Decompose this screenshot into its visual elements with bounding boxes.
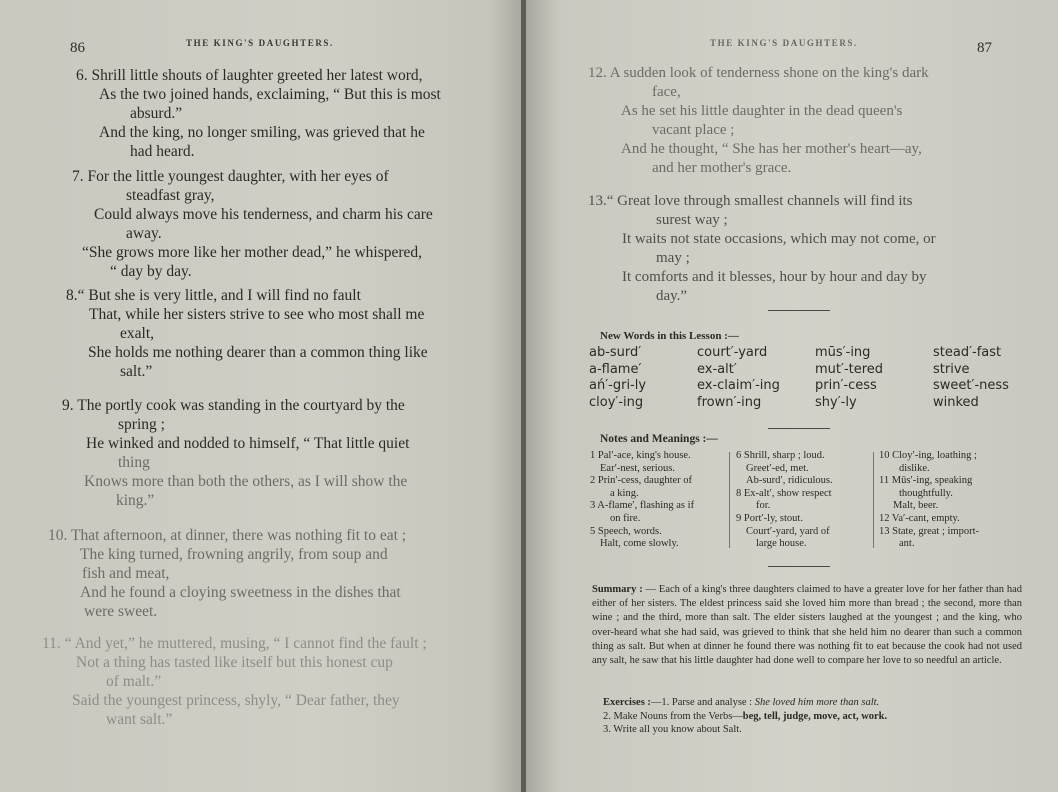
verse-line: She holds me nothing dearer than a common thing like — [88, 344, 428, 361]
verse-line: And he found a cloying sweetness in the dishes that — [80, 584, 401, 601]
exercise-2 — [603, 710, 887, 724]
new-word: ex-claim′-ing — [697, 378, 780, 393]
note-entry: 8 Ex-alt′, show respect — [736, 487, 832, 499]
verse-line: want salt.” — [106, 711, 173, 728]
stanza-number: 11. — [42, 635, 61, 652]
verse-line: As the two joined hands, exclaiming, “ But this is most — [99, 86, 441, 103]
notes-column-2 — [736, 450, 833, 551]
verse-line: As he set his little daughter in the dead queen's — [621, 103, 903, 119]
verse-line: vacant place ; — [652, 122, 735, 138]
new-word: mūs′-ing — [815, 345, 871, 360]
verse-line: And the king, no longer smiling, was grieved that he — [99, 124, 425, 141]
verse-line: The portly cook was standing in the courtyard by the — [77, 397, 405, 414]
note-entry: 13 State, great ; import- — [879, 525, 980, 537]
note-entry: 5 Speech, words. — [590, 525, 662, 537]
verse-line: king.” — [116, 492, 155, 509]
verse-line: day.” — [656, 288, 688, 304]
verse-line: had heard. — [130, 143, 195, 160]
note-entry: Malt, beer. — [893, 500, 939, 512]
summary-text: — Each of a king's three daughters claimed to have a greater love for her father than had either of her sisters. The eldest princess said she loved him more than bread ; the second, more than wine ; and the third, more than salt. The elder sisters laughed at the youngest ; and the king, who over-heard what she had said, was grieved to think that she held him no dearer than such a common thing as salt. But when at dinner he found there was nothing fit to eat because the cook had not used any salt, he saw that his little daughter had done well to compare her love to so needful an article. — [592, 584, 1022, 667]
verse-line: were sweet. — [84, 603, 158, 620]
verse-line: Could always move his tenderness, and charm his care — [94, 206, 433, 223]
note-entry: Ab-surd′, ridiculous. — [746, 475, 833, 487]
verse-line: A sudden look of tenderness shone on the king's dark — [609, 65, 929, 81]
stanza-number: 12. — [588, 65, 607, 81]
stanza-number: 7. — [72, 168, 84, 185]
divider-rule — [768, 566, 830, 567]
verse-line: Said the youngest princess, shyly, “ Dear father, they — [72, 692, 400, 709]
new-word: prin′-cess — [815, 378, 877, 393]
verse-line: surest way ; — [656, 212, 728, 228]
new-words-grid — [589, 345, 1009, 411]
stanza-8 — [66, 286, 428, 381]
stanza-number: 13. — [588, 193, 607, 209]
exercise-text: 2. Make Nouns from the Verbs— — [603, 711, 743, 722]
exercise-1 — [603, 696, 879, 710]
verse-line: exalt, — [120, 325, 154, 342]
verse-line: Not a thing has tasted like itself but this honest cup — [76, 654, 393, 671]
verse-line: He winked and nodded to himself, “ That little quiet — [86, 435, 410, 452]
page-number-left: 86 — [70, 40, 85, 56]
verse-line: and her mother's grace. — [652, 160, 792, 176]
note-entry: Halt, come slowly. — [600, 538, 679, 550]
stanza-10 — [48, 526, 406, 621]
note-entry: dislike. — [899, 462, 930, 474]
stanza-number: 10. — [48, 527, 68, 544]
divider-rule — [768, 428, 830, 429]
stanza-6 — [76, 66, 441, 161]
verse-line: It comforts and it blesses, hour by hour and day by — [622, 269, 927, 285]
verse-line: of malt.” — [106, 673, 162, 690]
running-header-right: THE KING'S DAUGHTERS. — [710, 38, 858, 48]
summary-label: Summary : — [592, 584, 643, 595]
verse-line: face, — [652, 84, 681, 100]
note-entry: on fire. — [610, 512, 641, 524]
verse-line: The king turned, frowning angrily, from soup and — [80, 546, 388, 563]
stanza-12 — [588, 64, 929, 178]
verse-line: Shrill little shouts of laughter greeted her latest word, — [91, 67, 423, 84]
verse-line: absurd.” — [130, 105, 183, 122]
page-number-right: 87 — [977, 40, 992, 56]
new-word: stead′-fast — [933, 345, 1002, 360]
new-word: mut′-tered — [815, 361, 884, 377]
new-word: court′-yard — [697, 345, 768, 360]
exercise-3: 3. Write all you know about Salt. — [603, 724, 742, 735]
running-header-left: THE KING'S DAUGHTERS. — [186, 38, 334, 48]
new-word: ex-alt′ — [697, 361, 737, 377]
summary-paragraph — [592, 583, 1022, 668]
divider-rule — [768, 310, 830, 311]
verse-line: salt.” — [120, 363, 153, 380]
note-entry: Greet′-ed, met. — [746, 462, 809, 474]
new-word: ań′-gri-ly — [589, 378, 647, 393]
verse-line: That afternoon, at dinner, there was nothing fit to eat ; — [70, 527, 407, 544]
column-divider — [873, 452, 874, 548]
verse-line: may ; — [656, 250, 690, 266]
new-word: a-flame′ — [589, 361, 642, 377]
new-word: shy′-ly — [815, 394, 857, 410]
new-word: frown′-ing — [697, 394, 762, 410]
note-entry: 6 Shrill, sharp ; loud. — [736, 450, 825, 461]
verse-line: steadfast gray, — [126, 187, 215, 204]
verse-line: away. — [126, 225, 162, 242]
stanza-7 — [72, 167, 433, 281]
stanza-number: 6. — [76, 67, 88, 84]
verse-line: Knows more than both the others, as I will show the — [84, 473, 408, 490]
note-entry: 10 Cloy′-ing, loathing ; — [879, 450, 977, 461]
note-entry: ant. — [899, 538, 915, 550]
left-page — [0, 0, 522, 792]
exercises-label: Exercises : — [603, 697, 651, 708]
exercise-text: —1. Parse and analyse : — [650, 697, 753, 708]
stanza-9 — [62, 396, 409, 510]
verse-line: “She grows more like her mother dead,” he whispered, — [82, 244, 423, 261]
stanza-number: 9. — [62, 397, 74, 414]
stanza-11 — [42, 634, 427, 729]
note-entry: a king. — [610, 487, 639, 499]
verse-line: “ And yet,” he muttered, musing, “ I cannot find the fault ; — [64, 635, 427, 652]
new-words-title: New Words in this Lesson :— — [600, 330, 739, 342]
stanza-number: 8. — [66, 287, 78, 304]
notes-column-3 — [879, 450, 979, 551]
stanza-13 — [588, 192, 936, 306]
notes-column-1 — [590, 450, 694, 551]
column-divider — [729, 452, 730, 548]
new-word: strive — [933, 361, 970, 377]
notes-title: Notes and Meanings :— — [600, 433, 718, 445]
note-entry: 1 Pal′-ace, king's house. — [590, 450, 691, 461]
verse-line: thing — [118, 454, 150, 471]
note-entry: large house. — [756, 538, 807, 550]
note-entry: 3 A-flame′, flashing as if — [590, 500, 695, 512]
verse-line: For the little youngest daughter, with her eyes of — [87, 168, 389, 185]
verse-line: That, while her sisters strive to see who most shall me — [89, 306, 425, 323]
verse-line: “ But she is very little, and I will find no fault — [77, 287, 361, 304]
exercise-example: She loved him more than salt. — [754, 697, 880, 708]
verse-line: fish and meat, — [82, 565, 170, 582]
verse-line: It waits not state occasions, which may not come, or — [622, 231, 936, 247]
new-word: ab-surd′ — [589, 345, 642, 360]
note-entry: 9 Port′-ly, stout. — [736, 512, 803, 524]
new-word: sweet′-ness — [933, 378, 1009, 393]
note-entry: for. — [756, 500, 771, 512]
note-entry: 11 Mūs′-ing, speaking — [879, 475, 973, 487]
note-entry: Court′-yard, yard of — [746, 525, 830, 537]
exercise-verbs: beg, tell, judge, move, act, work. — [742, 711, 888, 722]
verse-line: spring ; — [118, 416, 165, 433]
note-entry: 12 Va′-cant, empty. — [879, 512, 960, 524]
note-entry: Ear′-nest, serious. — [600, 462, 675, 474]
new-word: cloy′-ing — [589, 394, 644, 410]
verse-line: And he thought, “ She has her mother's heart—ay, — [621, 141, 922, 157]
verse-line: “ Great love through smallest channels will find its — [606, 193, 913, 209]
note-entry: 2 Prin′-cess, daughter of — [590, 475, 693, 487]
verse-line: “ day by day. — [110, 263, 192, 280]
note-entry: thoughtfully. — [899, 487, 953, 499]
new-word: winked — [933, 394, 979, 410]
